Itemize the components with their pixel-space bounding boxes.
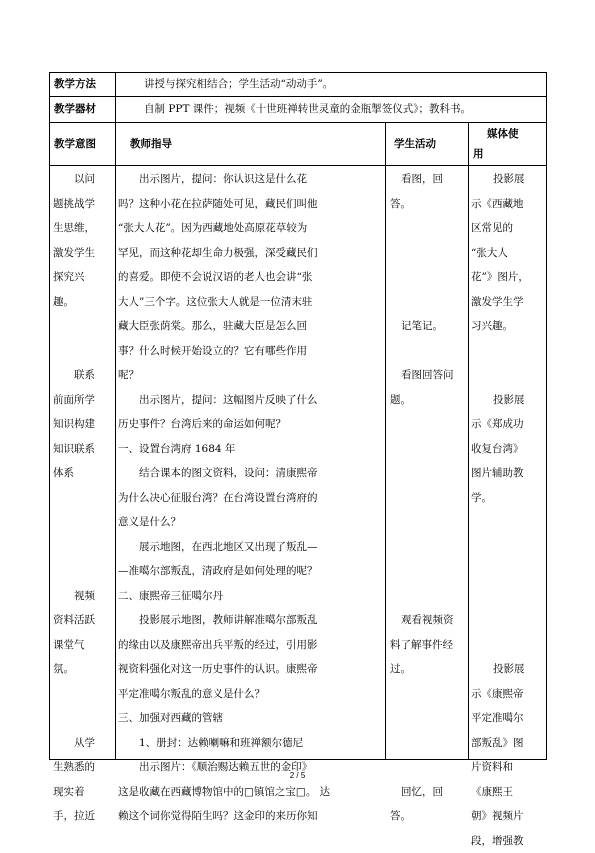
- teacher-line: 事？什么时候开始设立的？它有哪些作用: [118, 339, 384, 364]
- student-line: 记笔记。: [390, 314, 466, 339]
- lesson-plan-table: [49, 72, 547, 760]
- media-line: 部叛乱》图: [471, 731, 547, 756]
- student-line: 看图回答问: [390, 363, 466, 388]
- teacher-line: 藏大臣张荫棠。那么，驻藏大臣是怎么回: [118, 314, 384, 339]
- column-divider: [385, 122, 386, 759]
- student-line: [390, 241, 466, 266]
- student-line: [390, 290, 466, 315]
- intent-line: [53, 682, 113, 707]
- teacher-line: 呢？: [118, 363, 384, 388]
- intent-line: [53, 486, 113, 511]
- teacher-line: 赖这个词你觉得陌生吗？这金印的来历你知: [118, 804, 384, 829]
- media-line: 学。: [471, 486, 547, 511]
- media-line: 区常见的: [471, 216, 547, 241]
- intent-column: [53, 167, 113, 829]
- intent-line: 课堂气: [53, 633, 113, 658]
- media-line: 示《西藏地: [471, 192, 547, 217]
- media-line: 《康熙王: [471, 780, 547, 805]
- teacher-line: 的喜爱。即使不会说汉语的老人也会讲“张: [118, 265, 384, 290]
- media-line: 投影展: [471, 657, 547, 682]
- student-line: 回忆，回: [390, 780, 466, 805]
- teacher-line: 历史事件？台湾后来的命运如何呢？: [118, 412, 384, 437]
- teacher-line: 出示图片，提问：这幅图片反映了什么: [118, 388, 384, 413]
- media-line: 习兴趣。: [471, 314, 547, 339]
- media-line: “张大人: [471, 241, 547, 266]
- media-line: 花”》图片，: [471, 265, 547, 290]
- teacher-line: 视资料强化对这一历史事件的认识。康熙帝: [118, 657, 384, 682]
- teacher-line: 出示图片：《顺治赐达赖五世的金印》: [118, 755, 384, 780]
- row-divider: [50, 165, 546, 166]
- student-line: 过。: [390, 657, 466, 682]
- equipment-label: 教学器材: [54, 96, 96, 122]
- intent-line: 趣。: [53, 290, 113, 315]
- intent-line: [53, 706, 113, 731]
- student-line: [390, 535, 466, 560]
- media-line: [471, 535, 547, 560]
- intent-line: 生熟悉的: [53, 755, 113, 780]
- teacher-line: 展示地图，在西北地区又出现了叛乱—: [118, 535, 384, 560]
- student-line: 料了解事件经: [390, 633, 466, 658]
- media-line: 收复台湾》: [471, 437, 547, 462]
- intent-line: [53, 535, 113, 560]
- student-line: [390, 559, 466, 584]
- media-line: 投影展: [471, 167, 547, 192]
- column-divider: [468, 122, 469, 759]
- media-line: [471, 584, 547, 609]
- header-media-line2: 用: [473, 143, 484, 165]
- teacher-line: “张大人花”。因为西藏地处高原花草较为: [118, 216, 384, 241]
- student-line: [390, 731, 466, 756]
- student-column: [390, 167, 466, 829]
- teacher-line: 二、康熙帝三征噶尔丹: [118, 584, 384, 609]
- teacher-line: 意义是什么？: [118, 510, 384, 535]
- teacher-line: 罕见，而这种花却生命力极强，深受藏民们: [118, 241, 384, 266]
- teacher-line: 1、册封：达赖喇嘛和班禅额尔德尼: [118, 731, 384, 756]
- teacher-line: 出示图片，提问：你认识这是什么花: [118, 167, 384, 192]
- teacher-line: 平定准噶尔叛乱的意义是什么？: [118, 682, 384, 707]
- teacher-line: 为什么决心征服台湾？在台湾设置台湾府的: [118, 486, 384, 511]
- student-line: [390, 216, 466, 241]
- media-line: [471, 559, 547, 584]
- intent-line: 知识构建: [53, 412, 113, 437]
- header-student: 学生活动: [394, 132, 436, 156]
- intent-line: 生思维，: [53, 216, 113, 241]
- teacher-line: 三、加强对西藏的管辖: [118, 706, 384, 731]
- intent-line: 知识联系: [53, 437, 113, 462]
- teacher-line: 这是收藏在西藏博物馆中的□镇馆之宝□。 达: [118, 780, 384, 805]
- intent-line: 激发学生: [53, 241, 113, 266]
- equipment-value: 自制 PPT 课件；视频《十世班禅转世灵童的金瓶掣签仪式》；教科书。: [144, 96, 471, 122]
- intent-line: 以问: [53, 167, 113, 192]
- student-line: 答。: [390, 804, 466, 829]
- media-line: 激发学生学: [471, 290, 547, 315]
- media-line: 示《康熙帝: [471, 682, 547, 707]
- media-column: [471, 167, 547, 853]
- media-line: [471, 608, 547, 633]
- teacher-line: 一、设置台湾府 1684 年: [118, 437, 384, 462]
- student-line: [390, 706, 466, 731]
- intent-line: 资料活跃: [53, 608, 113, 633]
- student-line: 答。: [390, 192, 466, 217]
- intent-line: [53, 339, 113, 364]
- media-line: [471, 363, 547, 388]
- student-line: [390, 510, 466, 535]
- student-line: [390, 486, 466, 511]
- teacher-line: 结合课本的图文资料，设问：清康熙帝: [118, 461, 384, 486]
- student-line: 观看视频资: [390, 608, 466, 633]
- intent-line: 手，拉近: [53, 804, 113, 829]
- page-number: 2 / 5: [0, 771, 595, 780]
- student-line: [390, 682, 466, 707]
- media-line: [471, 339, 547, 364]
- intent-line: 现实着: [53, 780, 113, 805]
- row-divider: [50, 122, 546, 123]
- intent-line: 联系: [53, 363, 113, 388]
- intent-line: [53, 559, 113, 584]
- header-teacher: 教师指导: [130, 132, 172, 156]
- student-line: [390, 339, 466, 364]
- intent-line: 题挑战学: [53, 192, 113, 217]
- media-line: 平定准噶尔: [471, 706, 547, 731]
- intent-line: 前面所学: [53, 388, 113, 413]
- student-line: [390, 437, 466, 462]
- intent-line: 视频: [53, 584, 113, 609]
- intent-line: [53, 314, 113, 339]
- media-line: 片资料和: [471, 755, 547, 780]
- teacher-line: —准噶尔部叛乱，清政府是如何处理的呢？: [118, 559, 384, 584]
- media-line: 图片辅助教: [471, 461, 547, 486]
- student-line: [390, 461, 466, 486]
- media-line: 段，增强教: [471, 829, 547, 853]
- intent-line: 氛。: [53, 657, 113, 682]
- teacher-line: 吗？这种小花在拉萨随处可见，藏民们叫他: [118, 192, 384, 217]
- media-line: 朝》视频片: [471, 804, 547, 829]
- intent-line: 从学: [53, 731, 113, 756]
- media-line: [471, 633, 547, 658]
- intent-line: [53, 510, 113, 535]
- intent-line: 体系: [53, 461, 113, 486]
- teacher-column: [118, 167, 384, 829]
- media-line: 示《郑成功: [471, 412, 547, 437]
- student-line: 题。: [390, 388, 466, 413]
- column-divider: [115, 73, 116, 759]
- student-line: [390, 584, 466, 609]
- header-media-line1: 媒体使: [487, 123, 519, 145]
- student-line: 看图，回: [390, 167, 466, 192]
- method-label: 教学方法: [54, 73, 96, 96]
- header-intent: 教学意图: [54, 132, 96, 156]
- method-value: 讲授与探究相结合；学生活动“动动手”。: [144, 73, 333, 96]
- student-line: [390, 412, 466, 437]
- media-line: 投影展: [471, 388, 547, 413]
- teacher-line: 大人”三个字。这位张大人就是一位清末驻: [118, 290, 384, 315]
- teacher-line: 的缘由以及康熙帝出兵平叛的经过，引用影: [118, 633, 384, 658]
- intent-line: 探究兴: [53, 265, 113, 290]
- teacher-line: 投影展示地图，教师讲解准噶尔部叛乱: [118, 608, 384, 633]
- media-line: [471, 510, 547, 535]
- student-line: [390, 265, 466, 290]
